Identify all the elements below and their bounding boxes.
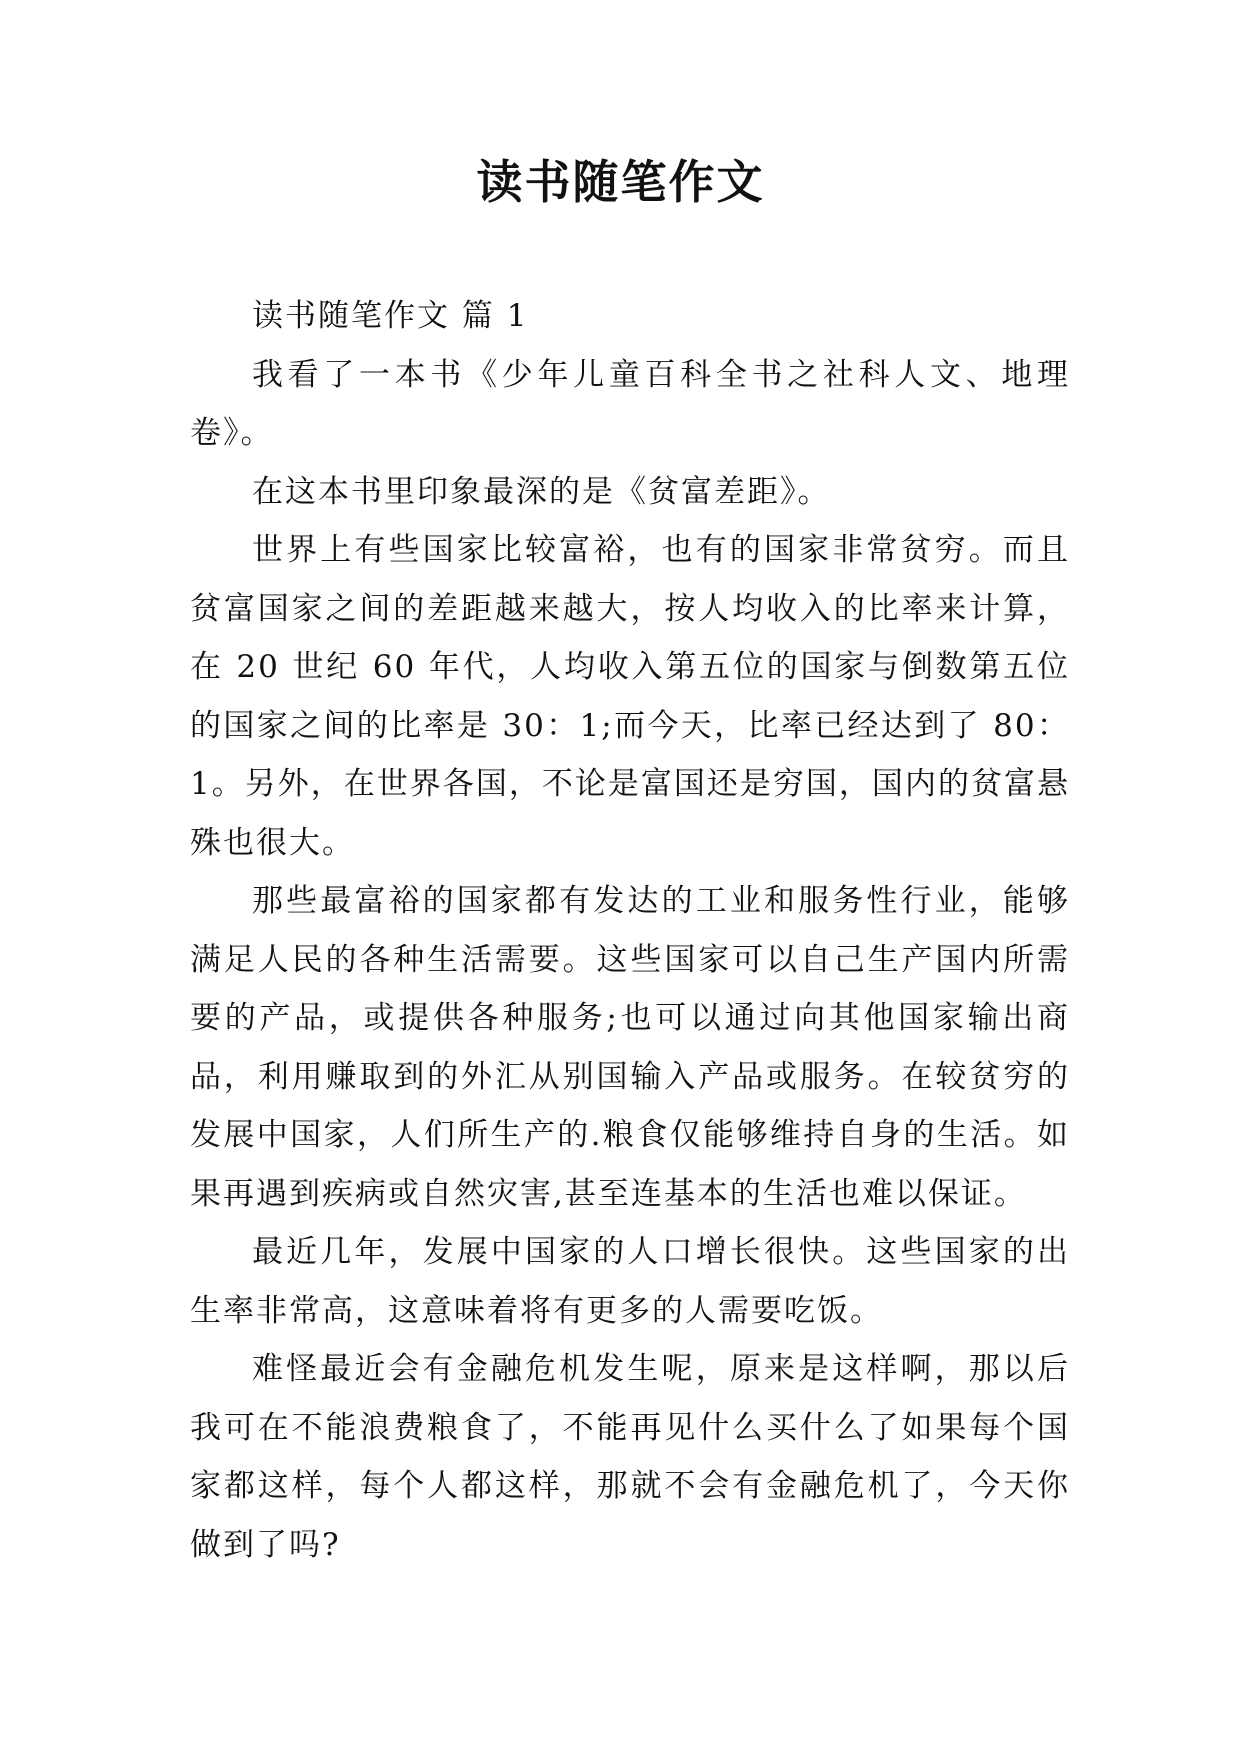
paragraph: 在这本书里印象最深的是《贫富差距》。 xyxy=(252,473,831,510)
paragraph: 那些最富裕的国家都有发达的工业和服务性行业，能够满足人民的各种生活需要。这些国家可以自己生产国内所需要的产品，或提供各种服务;也可以通过向其他国家输出商品，利用赚取到的外汇从别国输入产品或服务。在较贫穷的发展中国家，人们所生产的.粮食仅能够维持自身的生活。如果再遇到疾病或自然灾害,甚至连基本的生活也难以保证。 xyxy=(190,883,1070,1212)
document-title: 读书随笔作文 xyxy=(476,155,765,209)
section-heading: 读书随笔作文 篇 1 xyxy=(252,298,529,334)
paragraph: 世界上有些国家比较富裕，也有的国家非常贫穷。而且贫富国家之间的差距越来越大，按人均收入的比率来计算，在 20 世纪 60 年代，人均收入第五位的国家与倒数第五位的国家之间的比率是 30：1;而今天，比率已经达到了 80：1。另外，在世界各国，不论是富国还是穷国，国内的贫富悬殊也很大。 xyxy=(190,532,1070,861)
paragraph: 最近几年，发展中国家的人口增长很快。这些国家的出生率非常高，这意味着将有更多的人需要吃饭。 xyxy=(190,1234,1070,1329)
paragraph: 难怪最近会有金融危机发生呢，原来是这样啊，那以后我可在不能浪费粮食了，不能再见什么买什么了如果每个国家都这样，每个人都这样，那就不会有金融危机了，今天你做到了吗? xyxy=(190,1351,1070,1563)
document-body xyxy=(190,287,1070,1574)
paragraph: 我看了一本书《少年儿童百科全书之社科人文、地理卷》。 xyxy=(190,356,1070,451)
